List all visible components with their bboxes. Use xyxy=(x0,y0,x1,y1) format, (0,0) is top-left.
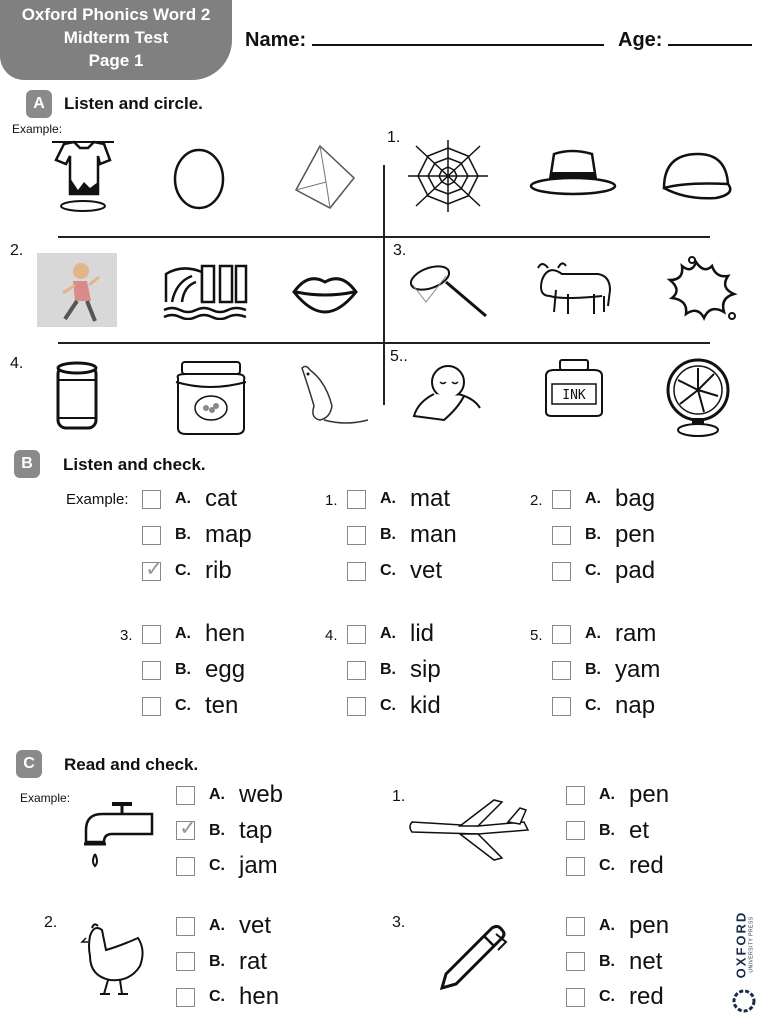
option-letter: A. xyxy=(599,917,615,934)
option-letter: B. xyxy=(599,821,615,839)
checkmark-icon: ✓ xyxy=(145,555,164,581)
answer-checkbox[interactable] xyxy=(142,661,161,680)
section-b-badge: B xyxy=(14,450,40,478)
title-line-1: Oxford Phonics Word 2 xyxy=(21,5,211,24)
name-field xyxy=(245,28,604,52)
section-c-option[interactable] xyxy=(176,947,267,977)
option-word: hen xyxy=(205,620,246,647)
option-word: vet xyxy=(239,912,272,939)
can-icon[interactable] xyxy=(54,360,100,432)
answer-checkbox[interactable] xyxy=(552,625,571,644)
option-word: jam xyxy=(239,852,278,879)
option-letter: C. xyxy=(209,857,225,874)
rat-icon[interactable] xyxy=(296,362,370,428)
option-letter: A. xyxy=(380,625,396,642)
section-b-option[interactable] xyxy=(552,655,660,685)
answer-checkbox[interactable] xyxy=(566,857,585,876)
option-letter: A. xyxy=(585,490,601,507)
section-b-option[interactable] xyxy=(347,556,442,586)
title-line-2: Midterm Test xyxy=(63,28,169,47)
answer-checkbox[interactable] xyxy=(347,562,366,581)
net-icon[interactable] xyxy=(406,262,490,320)
grid-row-divider-1 xyxy=(58,236,710,238)
section-c-number-3: 3. xyxy=(392,914,406,931)
section-b-option[interactable] xyxy=(142,520,252,550)
option-word: rib xyxy=(205,557,232,584)
section-a-title: Listen and circle. xyxy=(64,94,203,113)
checkmark-icon: ✓ xyxy=(179,815,198,840)
option-word: net xyxy=(629,947,663,975)
section-c-example-label: Example: xyxy=(20,791,71,805)
answer-checkbox[interactable] xyxy=(552,526,571,545)
section-b-option[interactable] xyxy=(142,556,232,586)
section-a-badge: A xyxy=(26,90,52,118)
option-word: cat xyxy=(205,485,238,512)
option-letter: B. xyxy=(209,952,225,970)
ink-bottle-icon[interactable] xyxy=(540,358,608,418)
option-word: yam xyxy=(615,656,661,683)
section-a-example-label: Example: xyxy=(12,122,63,136)
option-letter: C. xyxy=(380,697,396,714)
answer-checkbox[interactable] xyxy=(347,490,366,509)
title-tab xyxy=(0,0,232,80)
option-word: man xyxy=(410,521,457,548)
section-b-option[interactable] xyxy=(347,619,434,649)
ink-label: INK xyxy=(562,388,586,403)
answer-checkbox[interactable] xyxy=(347,661,366,680)
pen-icon[interactable] xyxy=(436,922,508,994)
answer-checkbox[interactable] xyxy=(566,917,585,936)
section-b-question-number: 1. xyxy=(325,492,338,509)
hen-icon[interactable] xyxy=(80,920,150,1000)
section-a-number-5: 5.. xyxy=(390,348,408,365)
section-a-number-2: 2. xyxy=(10,242,24,259)
age-label: Age: xyxy=(618,29,663,51)
section-b-option[interactable] xyxy=(347,484,450,514)
option-letter: B. xyxy=(380,526,396,543)
spider-web-icon[interactable] xyxy=(406,138,490,214)
option-word: egg xyxy=(205,656,246,683)
section-c-option[interactable] xyxy=(176,982,279,1012)
ox-icon[interactable] xyxy=(528,256,618,322)
title-line-3: Page 1 xyxy=(88,51,144,70)
section-b-option[interactable] xyxy=(347,691,441,721)
answer-checkbox[interactable] xyxy=(176,952,195,971)
section-b-question-number: 4. xyxy=(325,627,338,644)
option-letter: C. xyxy=(175,697,191,714)
egg-icon[interactable] xyxy=(172,144,226,210)
section-b-option[interactable] xyxy=(142,691,238,721)
answer-checkbox[interactable] xyxy=(176,917,195,936)
section-a-number-3: 3. xyxy=(393,242,407,259)
answer-checkbox[interactable] xyxy=(552,490,571,509)
section-b-option[interactable] xyxy=(552,691,655,721)
option-letter: C. xyxy=(599,857,615,874)
option-word: bag xyxy=(615,485,656,512)
section-b-question-number: 3. xyxy=(120,627,133,644)
option-word: ram xyxy=(615,620,657,647)
splat-icon[interactable] xyxy=(660,254,738,324)
section-c-option[interactable] xyxy=(566,816,649,846)
option-letter: B. xyxy=(175,526,191,543)
option-word: et xyxy=(629,816,650,844)
option-letter: B. xyxy=(380,661,396,678)
option-letter: A. xyxy=(209,917,225,934)
option-word: red xyxy=(629,852,664,879)
section-b-option[interactable] xyxy=(142,655,245,685)
option-word: pad xyxy=(615,557,656,584)
option-word: kid xyxy=(410,692,441,719)
option-word: tap xyxy=(239,816,273,844)
jet-icon[interactable] xyxy=(408,798,534,864)
option-letter: B. xyxy=(585,661,601,678)
section-c-title: Read and check. xyxy=(64,755,199,774)
answer-checkbox[interactable] xyxy=(566,952,585,971)
option-letter: A. xyxy=(209,786,225,803)
option-letter: C. xyxy=(175,562,191,579)
option-letter: B. xyxy=(599,952,615,970)
answer-checkbox[interactable] xyxy=(566,988,585,1007)
oxford-logo-sub: UNIVERSITY PRESS xyxy=(748,916,755,973)
answer-checkbox[interactable] xyxy=(566,821,585,840)
option-word: rat xyxy=(239,947,268,975)
option-letter: A. xyxy=(585,625,601,642)
option-letter: B. xyxy=(209,821,225,839)
answer-checkbox[interactable] xyxy=(176,786,195,805)
option-word: map xyxy=(205,521,252,548)
section-c-number-2: 2. xyxy=(44,914,58,931)
answer-checkbox[interactable] xyxy=(552,697,571,716)
napkin-icon[interactable] xyxy=(290,142,358,212)
section-b-option[interactable] xyxy=(552,484,655,514)
section-c-option[interactable] xyxy=(566,780,669,810)
option-letter: C. xyxy=(209,988,225,1005)
answer-checkbox[interactable] xyxy=(347,526,366,545)
option-letter: C. xyxy=(380,562,396,579)
option-letter: A. xyxy=(175,490,191,507)
jam-jar-icon[interactable] xyxy=(172,358,250,436)
lips-icon[interactable] xyxy=(290,270,360,314)
section-c-option[interactable] xyxy=(566,982,664,1012)
answer-checkbox[interactable] xyxy=(142,697,161,716)
fan-icon[interactable] xyxy=(664,356,734,440)
age-field xyxy=(618,28,752,52)
section-c-option[interactable] xyxy=(176,816,272,846)
option-letter: A. xyxy=(175,625,191,642)
section-b-title: Listen and check. xyxy=(63,455,206,474)
option-word: hen xyxy=(239,983,280,1010)
section-b-option[interactable] xyxy=(552,556,655,586)
section-b-option[interactable] xyxy=(142,619,245,649)
section-c-option[interactable] xyxy=(176,851,278,881)
name-label: Name: xyxy=(245,29,307,51)
oxford-emblem-icon xyxy=(731,988,757,1019)
grid-row-divider-2 xyxy=(58,342,710,344)
section-b-option[interactable] xyxy=(347,655,441,685)
answer-checkbox[interactable] xyxy=(552,661,571,680)
answer-checkbox[interactable] xyxy=(142,555,164,581)
option-letter: B. xyxy=(175,661,191,678)
section-b-question-number: 2. xyxy=(530,492,543,509)
answer-checkbox[interactable] xyxy=(142,526,161,545)
option-word: sip xyxy=(410,656,441,683)
option-letter: A. xyxy=(599,786,615,803)
section-c-option[interactable] xyxy=(566,911,669,941)
answer-checkbox[interactable] xyxy=(176,988,195,1007)
option-word: web xyxy=(239,781,284,808)
section-b-option[interactable] xyxy=(552,619,656,649)
section-c-option[interactable] xyxy=(566,947,662,977)
option-letter: C. xyxy=(585,562,601,579)
section-b-question-number: 5. xyxy=(530,627,543,644)
oxford-logo xyxy=(730,904,756,988)
answer-checkbox[interactable] xyxy=(552,562,571,581)
option-letter: C. xyxy=(599,988,615,1005)
hat-icon[interactable] xyxy=(528,146,618,198)
option-word: lid xyxy=(410,620,435,647)
cap-icon[interactable] xyxy=(656,148,740,202)
option-word: vet xyxy=(410,557,443,584)
option-letter: C. xyxy=(585,697,601,714)
option-word: nap xyxy=(615,692,656,719)
dam-icon[interactable] xyxy=(162,262,248,320)
option-letter: A. xyxy=(380,490,396,507)
section-b-option[interactable] xyxy=(552,520,655,550)
answer-checkbox[interactable] xyxy=(347,697,366,716)
section-c-number-1: 1. xyxy=(392,788,406,805)
sleeping-baby-icon[interactable] xyxy=(408,358,484,424)
section-a-number-4: 4. xyxy=(10,355,24,372)
option-word: mat xyxy=(410,485,451,512)
grid-vertical-divider xyxy=(383,165,385,405)
name-blank[interactable] xyxy=(312,28,604,46)
running-girl-photo[interactable] xyxy=(37,253,117,327)
section-b-option[interactable] xyxy=(142,484,237,514)
option-letter: B. xyxy=(585,526,601,543)
answer-checkbox[interactable] xyxy=(176,857,195,876)
tap-icon[interactable] xyxy=(82,800,156,872)
shirt-icon[interactable] xyxy=(50,138,116,214)
section-c-option[interactable] xyxy=(176,780,283,810)
option-word: pen xyxy=(615,521,656,548)
section-b-option[interactable] xyxy=(347,520,457,550)
answer-checkbox[interactable] xyxy=(142,625,161,644)
section-c-option[interactable] xyxy=(566,851,664,881)
answer-checkbox[interactable] xyxy=(347,625,366,644)
oxford-logo-brand: OXFORD xyxy=(733,910,749,979)
option-word: pen xyxy=(629,781,670,808)
answer-checkbox[interactable] xyxy=(142,490,161,509)
section-b-example-label: Example: xyxy=(66,491,129,508)
option-word: pen xyxy=(629,912,670,939)
answer-checkbox[interactable] xyxy=(176,815,198,840)
section-c-option[interactable] xyxy=(176,911,271,941)
option-word: red xyxy=(629,983,664,1010)
section-c-badge: C xyxy=(16,750,42,778)
section-a-number-1: 1. xyxy=(387,129,401,146)
age-blank[interactable] xyxy=(668,28,752,46)
option-word: ten xyxy=(205,692,239,719)
answer-checkbox[interactable] xyxy=(566,786,585,805)
